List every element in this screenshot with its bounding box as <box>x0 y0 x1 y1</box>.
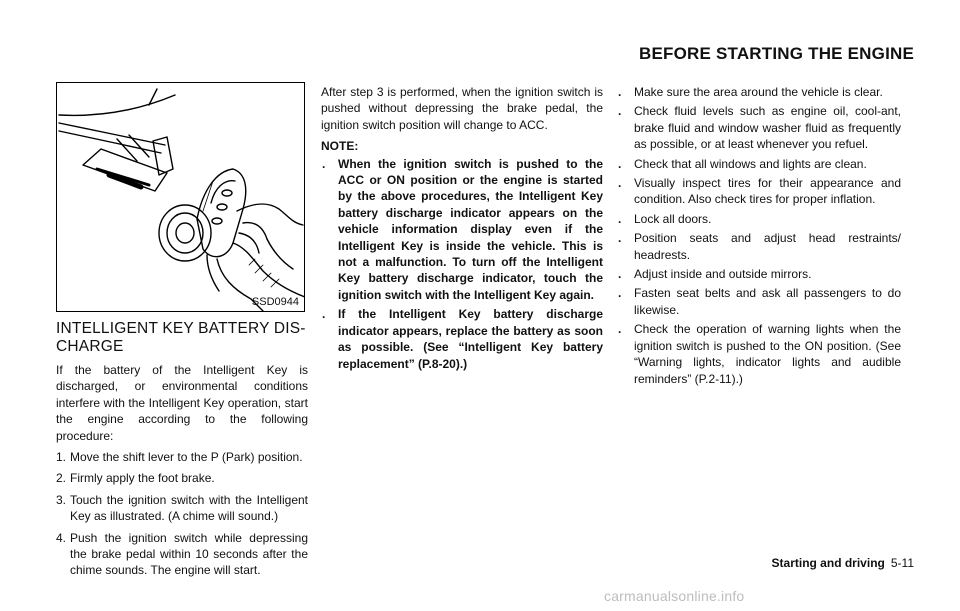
checklist-text: Visually inspect tires for their appearance and condition. Also check tires for proper inflation. <box>634 176 901 207</box>
illustration-intelligent-key-ignition <box>56 82 305 312</box>
checklist-item <box>617 266 901 282</box>
step-text: Move the shift lever to the P (Park) position. <box>70 450 303 465</box>
bullet: . <box>322 307 326 322</box>
page-number: 5-11 <box>890 556 914 570</box>
note-item <box>321 156 603 304</box>
checklist-item <box>617 285 901 318</box>
checklist-text: Check the operation of warning lights when the ignition switch is pushed to the ON position. (See “Warning lights, indicator lights and audible reminders” (P.2-11).) <box>634 322 901 386</box>
watermark: carmanualsonline.info <box>604 588 745 604</box>
column-left <box>56 320 308 584</box>
step-text: Push the ignition switch while depressing the brake pedal within 10 seconds after the chime sounds. The engine will start. <box>70 530 308 578</box>
key-fob-hand-drawing <box>57 83 305 312</box>
bullet: . <box>618 231 622 246</box>
pre-start-checklist <box>617 84 901 387</box>
checklist-item <box>617 211 901 227</box>
step-number: 4. <box>56 530 67 545</box>
bullet: . <box>618 176 622 191</box>
checklist-item <box>617 321 901 387</box>
bullet: . <box>618 286 622 301</box>
procedure-steps <box>56 449 308 579</box>
step-number: 1. <box>56 450 67 465</box>
subsection-heading <box>56 320 308 356</box>
checklist-text: Check fluid levels such as engine oil, cool-ant, brake fluid and window washer fluid as frequently as possible, or at least whenever you refuel. <box>634 104 901 152</box>
checklist-item <box>617 84 901 100</box>
checklist-text: Fasten seat belts and ask all passengers to do likewise. <box>634 286 901 317</box>
bullet: . <box>618 156 622 171</box>
checklist-text: Make sure the area around the vehicle is clear. <box>634 85 883 99</box>
note-text: When the ignition switch is pushed to the ACC or ON position or the engine is started by the above procedures, the Intelligent Key battery discharge indicator appears on the vehicle information display even if the Intelligent Key is inside the vehicle. This is not a malfunction. To turn off the Intelligent Key battery discharge indicator, touch the ignition switch with the Intelligent Key again. <box>338 156 603 302</box>
section-title: BEFORE STARTING THE ENGINE <box>639 44 915 63</box>
note-text: If the Intelligent Key battery discharge indicator appears, replace the battery as soon as possible. (See “Intelligent Key battery replacement” (P.8-20).) <box>338 307 603 371</box>
checklist-item <box>617 103 901 152</box>
step-item <box>56 530 308 579</box>
bullet: . <box>618 211 622 226</box>
intro-paragraph: If the battery of the Intelligent Key is discharged, or environmental conditions interfere with the Intelligent Key operation, start the engine according to the following procedure: <box>56 363 308 443</box>
after-step-paragraph: After step 3 is performed, when the ignition switch is pushed without depressing the brake pedal, the ignition switch position will change to ACC. <box>321 85 603 132</box>
step-number: 3. <box>56 492 67 507</box>
bullet: . <box>618 267 622 282</box>
bullet: . <box>618 85 622 99</box>
note-item <box>321 306 603 372</box>
heading-text: INTELLIGENT KEY BATTERY DIS- CHARGE <box>56 320 306 355</box>
checklist-text: Check that all windows and lights are clean. <box>634 156 867 171</box>
chapter-name: Starting and driving <box>771 556 885 570</box>
step-item <box>56 449 308 465</box>
step-item <box>56 492 308 525</box>
page-footer <box>772 556 914 570</box>
checklist-text: Lock all doors. <box>634 211 712 226</box>
figure-code: SSD0944 <box>251 296 299 308</box>
checklist-text: Adjust inside and outside mirrors. <box>634 267 812 282</box>
column-right <box>617 84 901 390</box>
bullet: . <box>618 322 622 337</box>
step-item <box>56 470 308 486</box>
note-list <box>321 156 603 372</box>
note-label: NOTE: <box>321 139 359 154</box>
bullet: . <box>618 104 622 119</box>
step-number: 2. <box>56 471 67 486</box>
checklist-text: Position seats and adjust head restraints/ headrests. <box>634 231 901 262</box>
checklist-item <box>617 175 901 208</box>
step-text: Touch the ignition switch with the Intelligent Key as illustrated. (A chime will sound.) <box>70 492 308 524</box>
bullet: . <box>322 156 326 171</box>
checklist-item <box>617 156 901 172</box>
checklist-item <box>617 230 901 263</box>
column-middle <box>321 84 603 375</box>
step-text: Firmly apply the foot brake. <box>70 471 215 486</box>
